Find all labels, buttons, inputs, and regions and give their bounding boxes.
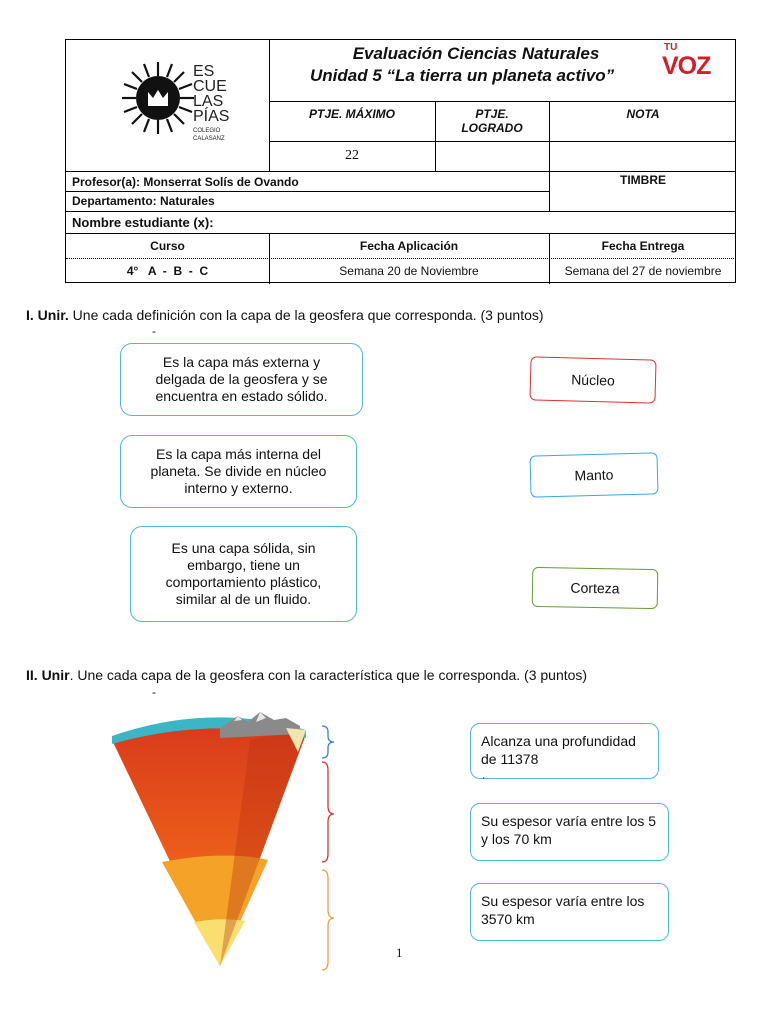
sun-emblem-icon [118, 58, 198, 138]
student-name-label[interactable]: Nombre estudiante (x): [72, 215, 214, 230]
score-achieved-line-1: PTJE. [475, 107, 509, 121]
section-1-instruction [26, 307, 544, 323]
logo-line-3: LAS [193, 93, 224, 110]
score-achieved-header [435, 107, 549, 135]
max-score-value: 22 [345, 148, 359, 163]
brand-main: VOZ [662, 52, 711, 80]
logo-text [193, 64, 229, 143]
logo-sub-2: CALASANZ [193, 136, 225, 142]
earth-layers-illustration [110, 712, 330, 972]
stamp-label: TIMBRE [620, 173, 666, 187]
cut-mark: ' [483, 776, 485, 785]
application-date-value: Semana 20 de Noviembre [339, 264, 479, 278]
characteristic-card-3[interactable] [470, 883, 669, 941]
logo-line-4: PÍAS [193, 108, 230, 125]
characteristic-text-2: Su espesor varía entre los 5 y los 70 km [481, 813, 657, 847]
crust-bracket [322, 726, 334, 758]
characteristic-text-3: Su espesor varía entre los 3570 km [481, 893, 645, 927]
page-number: 1 [396, 945, 403, 960]
grade-header: NOTA [626, 107, 660, 121]
school-logo [118, 54, 268, 144]
department-label: Departamento: Naturales [72, 194, 215, 208]
definition-text-3: Es una capa sólida, sin embargo, tiene un comportamiento plástico, similar al de un fluido. [165, 540, 322, 607]
mantle-bracket [322, 762, 334, 862]
course-value: 4° A - B - C [126, 264, 209, 278]
section-2-text: . Une cada capa de la geosfera con la característica que le corresponda. (3 puntos) [69, 667, 588, 683]
characteristic-card-2[interactable] [470, 803, 669, 861]
characteristic-card-1[interactable] [470, 723, 659, 785]
characteristic-text-1: Alcanza una profundidad de 11378 [481, 733, 636, 767]
section-2-label: Unir [41, 667, 70, 683]
definition-text-2: Es la capa más interna del planeta. Se divide en núcleo interno y externo. [150, 446, 327, 496]
section-1-text: Une cada definición con la capa de la geosfera que corresponda. (3 puntos) [68, 307, 544, 323]
exam-subtitle: Unidad 5 “La tierra un planeta activo” [310, 66, 615, 85]
delivery-date-value: Semana del 27 de noviembre [564, 264, 722, 278]
logo-line-2: CUE [193, 78, 227, 95]
section-1-label: Unir. [37, 307, 69, 323]
course-label: Curso [150, 239, 185, 253]
section-1-dash: - [152, 324, 156, 338]
layer-manto[interactable]: Manto [529, 452, 658, 497]
section-2-dash: - [152, 685, 156, 699]
application-date-label: Fecha Aplicación [359, 239, 459, 253]
layer-nucleo[interactable]: Núcleo [529, 356, 656, 403]
score-achieved-line-2: LOGRADO [461, 121, 523, 135]
delivery-date-label: Fecha Entrega [601, 239, 685, 253]
layer-corteza[interactable]: Corteza [532, 567, 659, 609]
definition-text-1: Es la capa más externa y delgada de la geosfera y se encuentra en estado sólido. [155, 354, 328, 404]
logo-line-1: ES [193, 63, 215, 80]
section-2-instruction [26, 667, 587, 683]
inner-core-shape [194, 919, 245, 966]
core-bracket [322, 870, 334, 970]
logo-sub-1: COLEGIO [193, 128, 221, 134]
definition-card-2[interactable] [120, 435, 357, 508]
section-1-number: I. [26, 307, 34, 323]
header-table [65, 39, 736, 283]
section-2-number: II. [26, 667, 38, 683]
definition-card-1[interactable] [120, 343, 363, 416]
brand-top: TU [664, 42, 678, 53]
layer-brackets [320, 714, 340, 974]
teacher-label: Profesor(a): Monserrat Solís de Ovando [72, 175, 299, 189]
definition-card-3[interactable] [130, 526, 357, 622]
exam-title: Evaluación Ciencias Naturales [352, 44, 600, 63]
brand-logo [662, 42, 712, 82]
max-score-header: PTJE. MÁXIMO [308, 107, 395, 121]
